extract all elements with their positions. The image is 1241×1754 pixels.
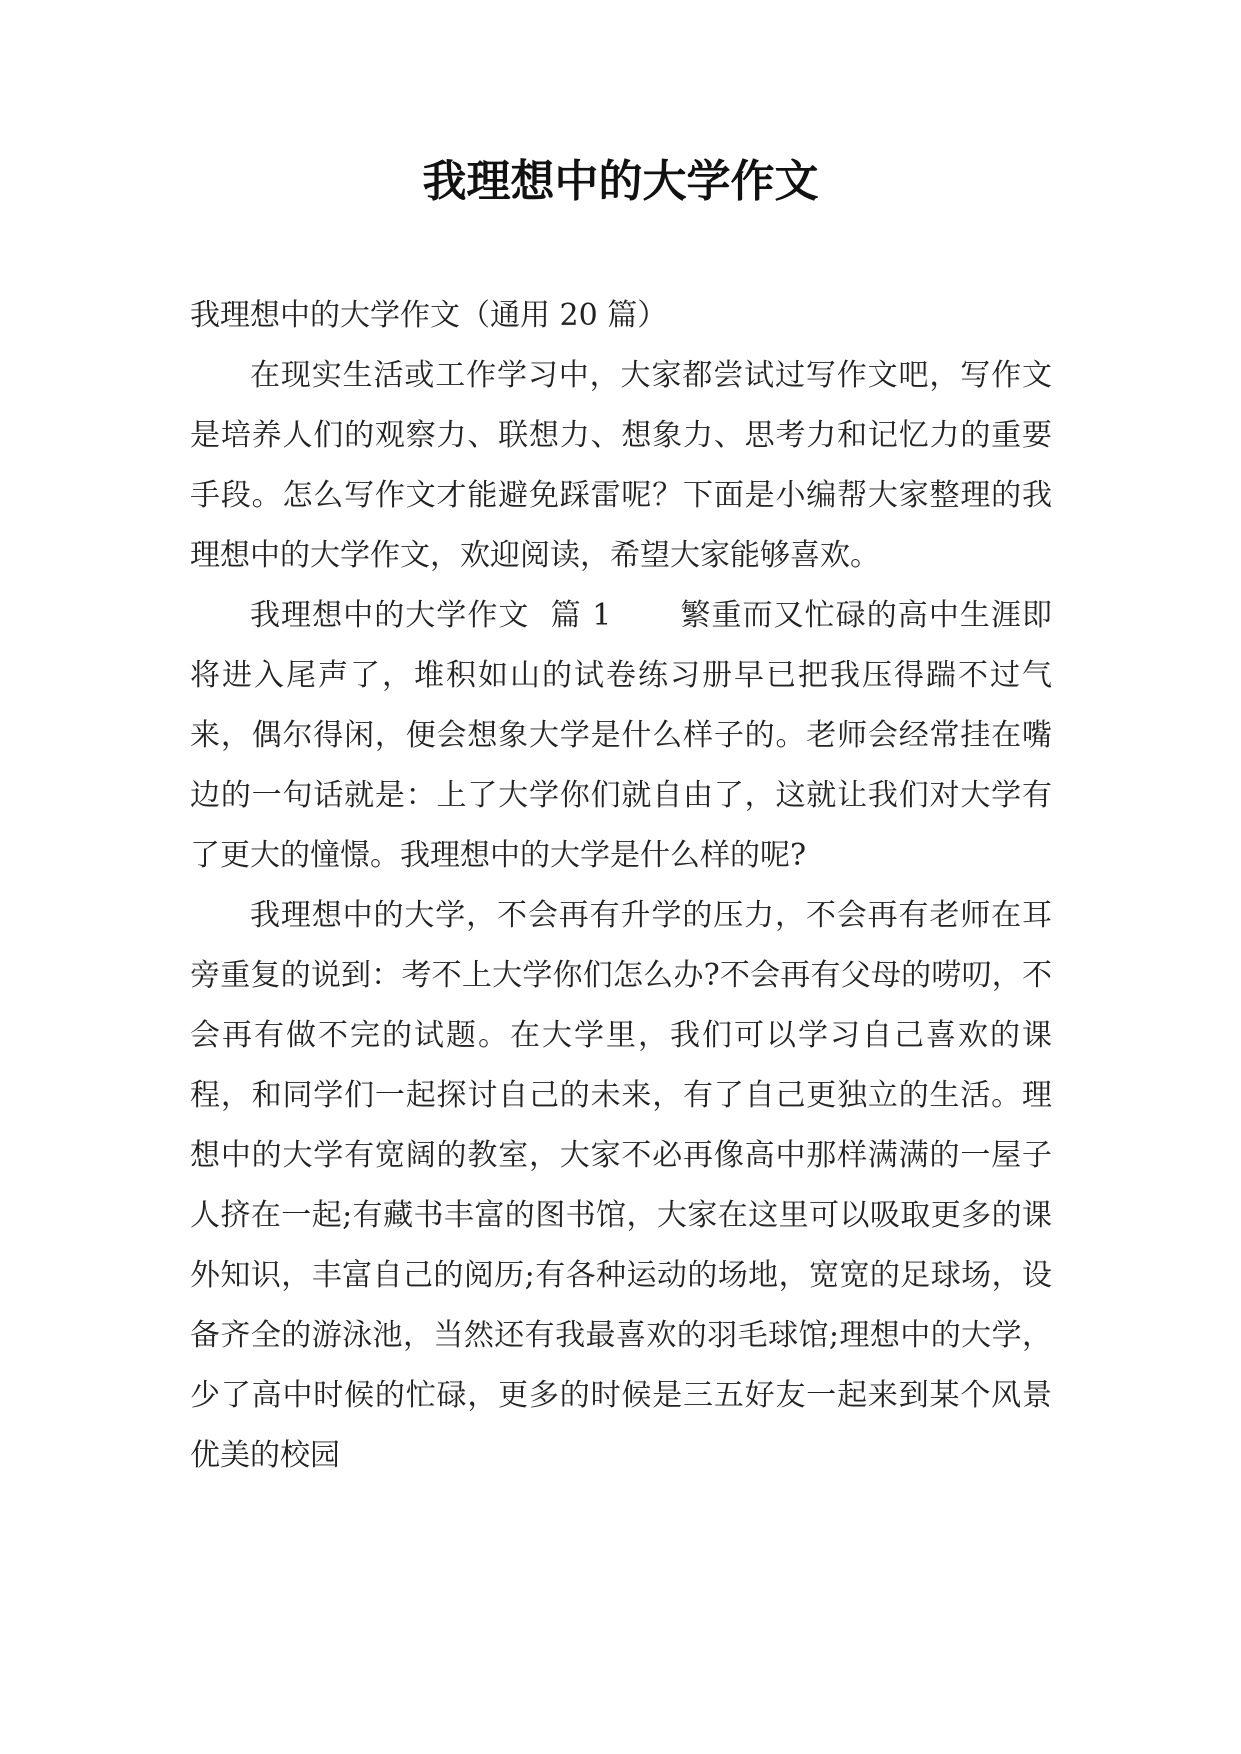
section-1-paragraph-1 [190, 586, 1052, 886]
document-body [190, 286, 1052, 1486]
section-1-text-1: 繁重而又忙碌的高中生涯即将进入尾声了，堆积如山的试卷练习册早已把我压得踹不过气来，偶尔得闲，便会想象大学是什么样子的。老师会经常挂在嘴边的一句话就是：上了大学你们就自由了，这就让我们对大学有了更大的憧憬。我理想中的大学是什么样的呢? [190, 598, 1052, 873]
intro-paragraph: 在现实生活或工作学习中，大家都尝试过写作文吧，写作文是培养人们的观察力、联想力、想象力、思考力和记忆力的重要手段。怎么写作文才能避免踩雷呢？下面是小编帮大家整理的我理想中的大学作文，欢迎阅读，希望大家能够喜欢。 [190, 358, 1052, 573]
document-subtitle: 我理想中的大学作文（通用 20 篇） [190, 298, 668, 333]
section-1-paragraph-2: 我理想中的大学，不会再有升学的压力，不会再有老师在耳旁重复的说到：考不上大学你们怎么办?不会再有父母的唠叨，不会再有做不完的试题。在大学里，我们可以学习自己喜欢的课程，和同学们一起探讨自己的未来，有了自己更独立的生活。理想中的大学有宽阔的教室，大家不必再像高中那样满满的一屋子人挤在一起;有藏书丰富的图书馆，大家在这里可以吸取更多的课外知识，丰富自己的阅历;有各种运动的场地，宽宽的足球场，设备齐全的游泳池，当然还有我最喜欢的羽毛球馆;理想中的大学，少了高中时候的忙碌，更多的时候是三五好友一起来到某个风景优美的校园 [190, 898, 1052, 1473]
document-title: 我理想中的大学作文 [422, 156, 819, 207]
section-heading: 我理想中的大学作文 篇 1 [250, 598, 612, 633]
